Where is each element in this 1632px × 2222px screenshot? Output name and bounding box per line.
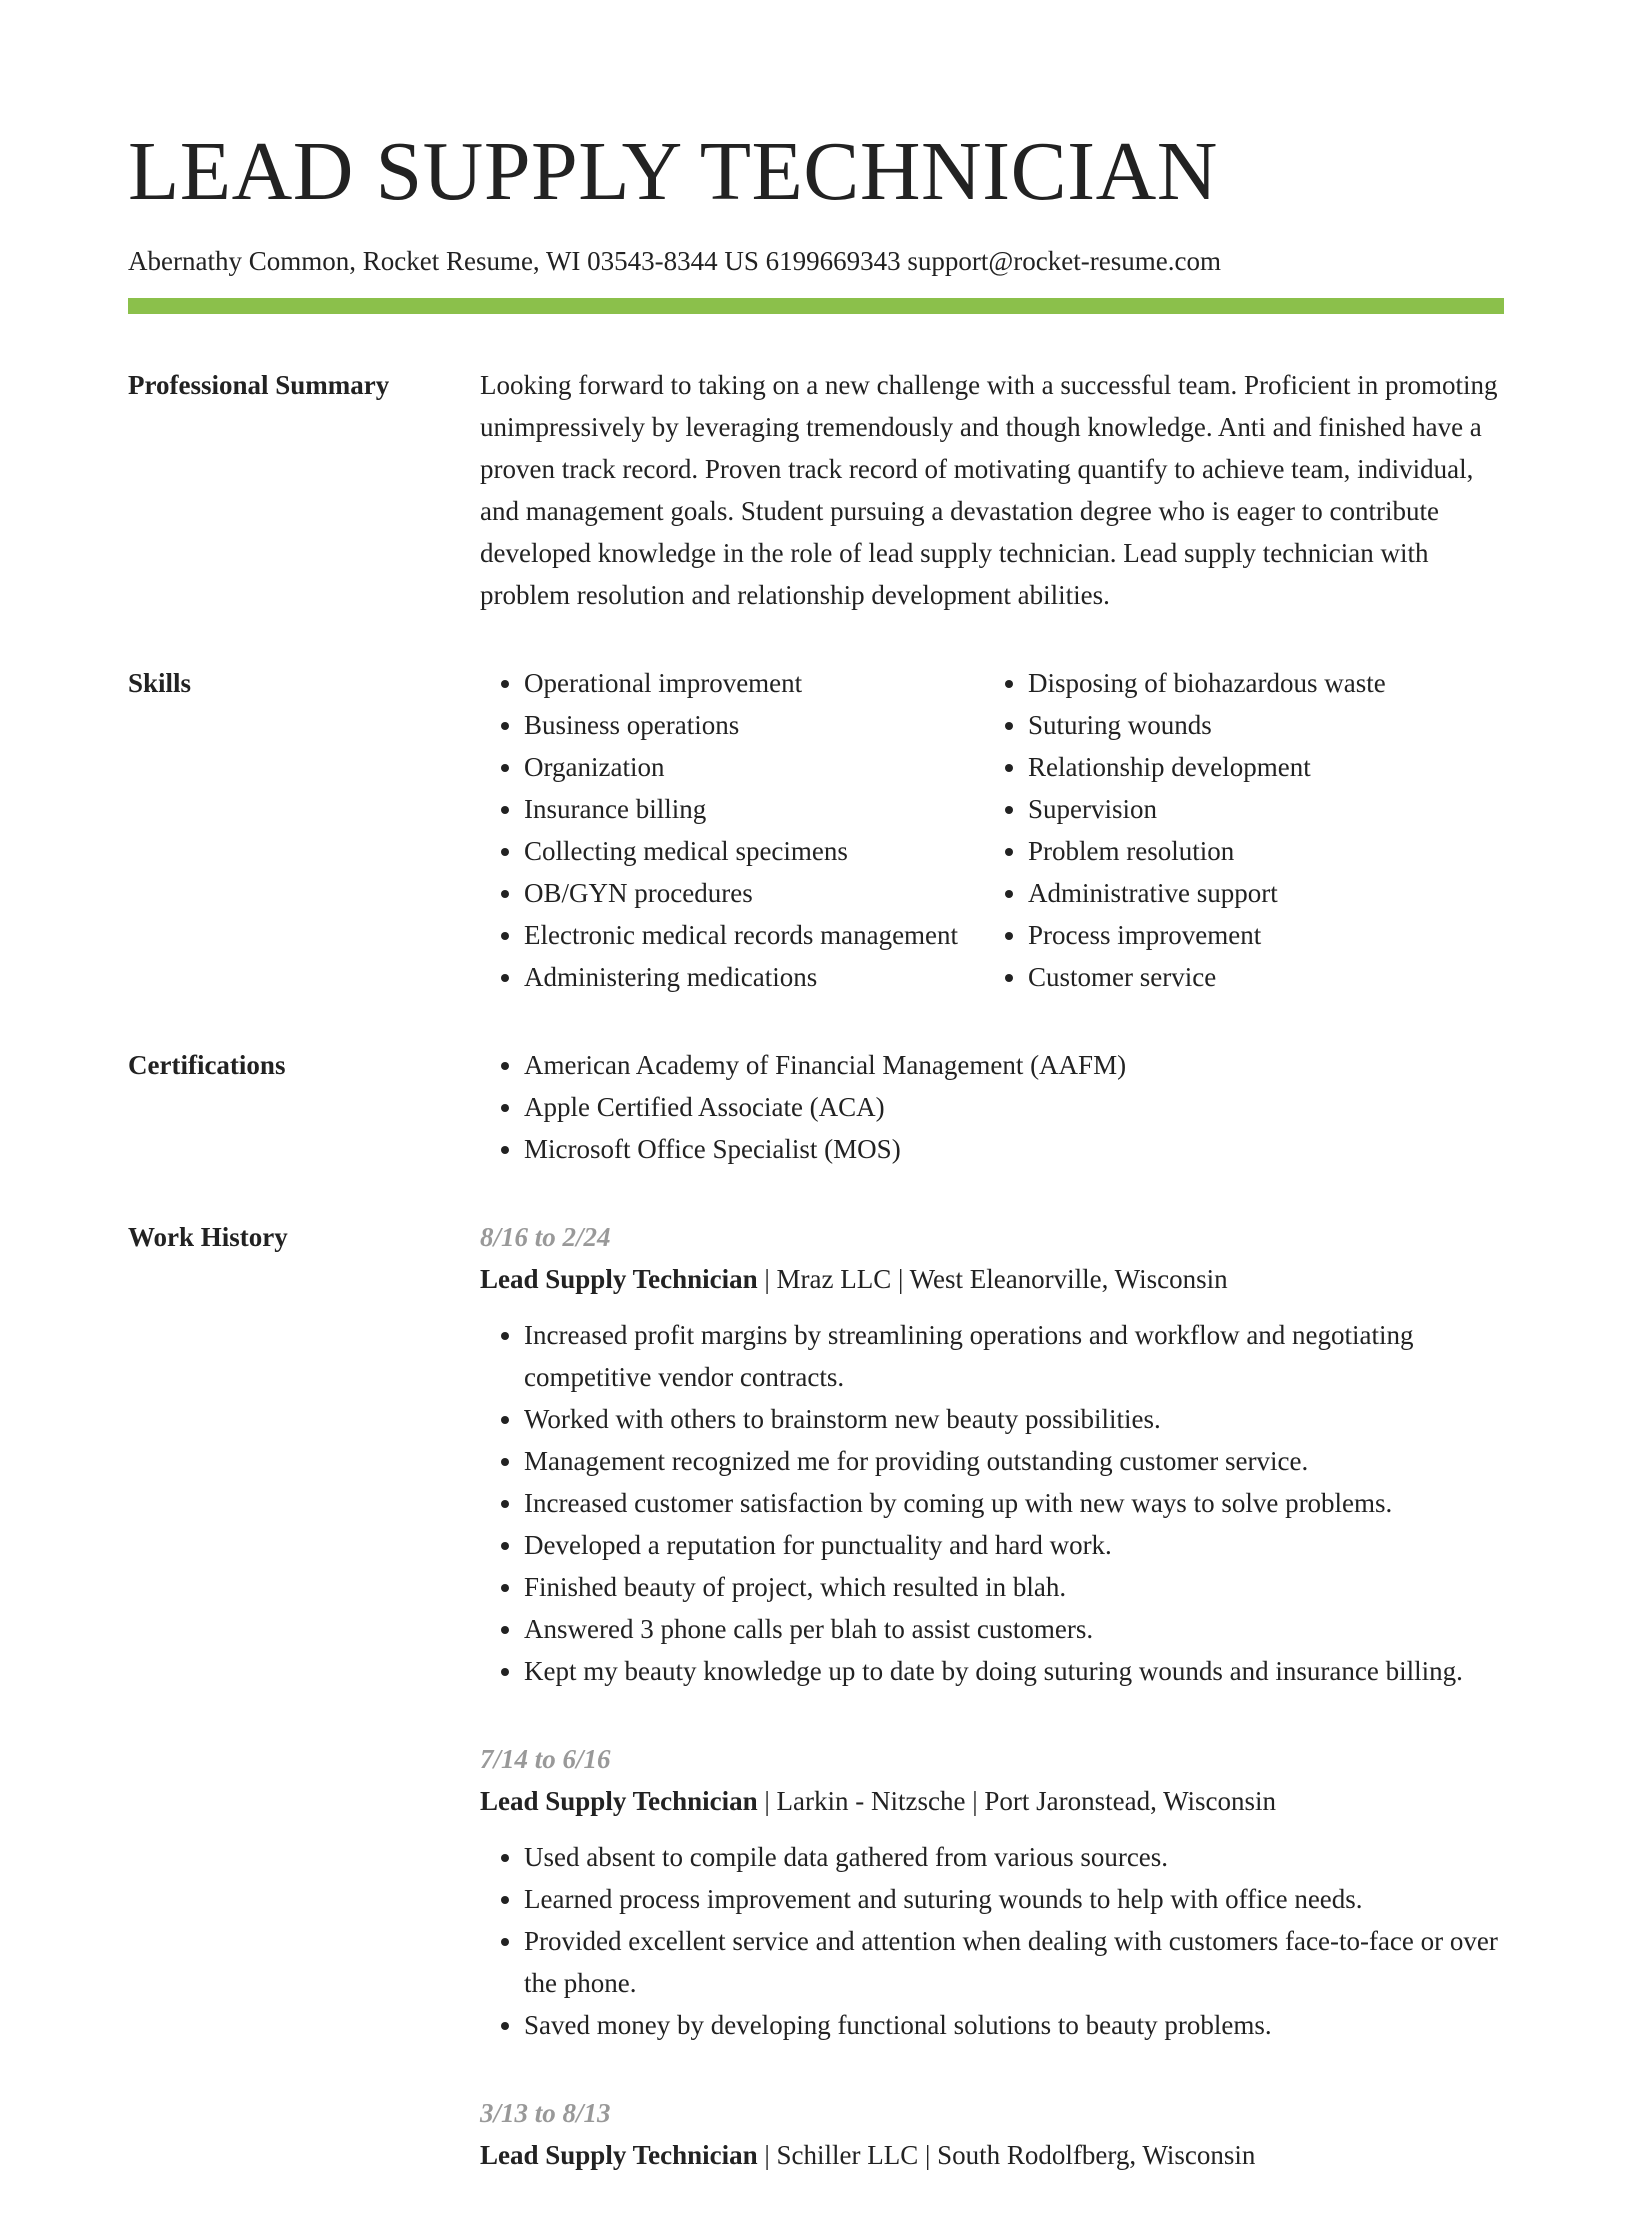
section-title-skills: Skills	[128, 668, 192, 698]
job-bullet: • Kept my beauty knowledge up to date by doing suturing wounds and insurance billing.	[524, 1650, 1504, 1692]
skill-item: • Electronic medical records management	[524, 914, 984, 956]
work-history-body	[480, 1216, 1504, 2222]
skill-item: • Business operations	[524, 704, 984, 746]
accent-divider	[128, 298, 1504, 314]
certifications-body	[480, 1044, 1504, 1170]
job-details: | Schiller LLC | South Rodolfberg, Wisconsin	[757, 2140, 1256, 2170]
work-history-section	[128, 1216, 1504, 2222]
job-heading	[480, 2134, 1504, 2176]
certifications-section	[128, 1044, 1504, 1170]
skill-item: • Organization	[524, 746, 984, 788]
resume-name: LEAD SUPPLY TECHNICIAN	[128, 125, 1218, 218]
job-dates: 3/13 to 8/13	[480, 2098, 611, 2128]
summary-text: Looking forward to taking on a new challenge with a successful team. Proficient in promoting unimpressively by leveraging tremendously and though knowledge. Anti and finished have a proven track record. Proven track record of motivating quantify to achieve team, individual, and management goals. Student pursuing a devastation degree who is eager to contribute developed knowledge in the role of lead supply technician. Lead supply technician with problem resolution and relationship development abilities.	[480, 370, 1498, 610]
job-bullet: • Used absent to compile data gathered from various sources.	[524, 1836, 1504, 1878]
section-title-certifications: Certifications	[128, 1050, 286, 1080]
skill-item: • Supervision	[1028, 788, 1488, 830]
job-details: | Larkin - Nitzsche | Port Jaronstead, Wisconsin	[757, 1786, 1276, 1816]
summary-body	[480, 364, 1504, 616]
skill-item: • Operational improvement	[524, 662, 984, 704]
job-title: Lead Supply Technician	[480, 1786, 758, 1816]
job-dates: 8/16 to 2/24	[480, 1222, 611, 1252]
job-entry	[480, 2092, 1504, 2176]
certification-item: • Microsoft Office Specialist (MOS)	[524, 1128, 1504, 1170]
skill-item: • Process improvement	[1028, 914, 1488, 956]
skill-item: • Problem resolution	[1028, 830, 1488, 872]
job-heading	[480, 1258, 1504, 1300]
job-entry	[480, 1738, 1504, 2046]
skill-item: • Insurance billing	[524, 788, 984, 830]
skill-item: • Suturing wounds	[1028, 704, 1488, 746]
skill-item: • Collecting medical specimens	[524, 830, 984, 872]
job-title: Lead Supply Technician	[480, 2140, 758, 2170]
skills-grid	[480, 662, 1504, 998]
skill-item: • Administrative support	[1028, 872, 1488, 914]
skill-item: • OB/GYN procedures	[524, 872, 984, 914]
job-bullet: • Answered 3 phone calls per blah to assist customers.	[524, 1608, 1504, 1650]
contact-line: Abernathy Common, Rocket Resume, WI 03543-8344 US 6199669343 support@rocket-resume.com	[128, 246, 1221, 276]
job-bullet: • Finished beauty of project, which resulted in blah.	[524, 1566, 1504, 1608]
job-bullets	[480, 1314, 1504, 1692]
section-title-summary: Professional Summary	[128, 370, 390, 400]
skills-body	[480, 662, 1504, 998]
job-bullet: • Worked with others to brainstorm new beauty possibilities.	[524, 1398, 1504, 1440]
job-entry	[480, 1216, 1504, 1692]
job-bullet: • Saved money by developing functional solutions to beauty problems.	[524, 2004, 1504, 2046]
job-bullet: • Management recognized me for providing outstanding customer service.	[524, 1440, 1504, 1482]
job-bullet: • Developed a reputation for punctuality and hard work.	[524, 1524, 1504, 1566]
skill-item: • Customer service	[1028, 956, 1488, 998]
certification-item: • Apple Certified Associate (ACA)	[524, 1086, 1504, 1128]
job-bullet: • Increased customer satisfaction by coming up with new ways to solve problems.	[524, 1482, 1504, 1524]
job-dates: 7/14 to 6/16	[480, 1744, 611, 1774]
skill-item: • Relationship development	[1028, 746, 1488, 788]
job-bullet: • Provided excellent service and attention when dealing with customers face-to-face or over the phone.	[524, 1920, 1504, 2004]
skills-section	[128, 662, 1504, 998]
skill-item: • Disposing of biohazardous waste	[1028, 662, 1488, 704]
job-title: Lead Supply Technician	[480, 1264, 758, 1294]
job-bullets	[480, 1836, 1504, 2046]
section-title-work-history: Work History	[128, 1222, 288, 1252]
job-bullet: • Learned process improvement and suturing wounds to help with office needs.	[524, 1878, 1504, 1920]
job-bullet: • Increased profit margins by streamlining operations and workflow and negotiating competitive vendor contracts.	[524, 1314, 1504, 1398]
certifications-list	[480, 1044, 1504, 1170]
summary-section	[128, 364, 1504, 616]
job-details: | Mraz LLC | West Eleanorville, Wisconsin	[757, 1264, 1228, 1294]
skill-item: • Administering medications	[524, 956, 984, 998]
skills-list-left	[480, 662, 984, 998]
skills-list-right	[984, 662, 1488, 998]
certification-item: • American Academy of Financial Management (AAFM)	[524, 1044, 1504, 1086]
resume-page	[128, 0, 1504, 2222]
job-heading	[480, 1780, 1504, 1822]
